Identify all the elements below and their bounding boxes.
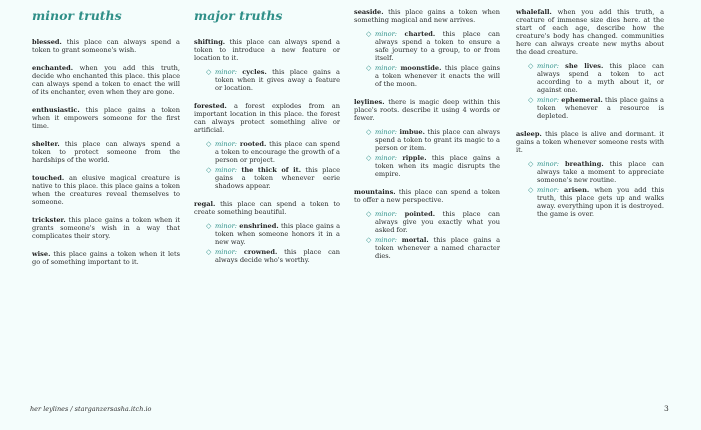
truth-text: this place can always spend a token to introduce a new feature or location to it.	[194, 38, 340, 62]
diamond-bullet-icon: ◇	[206, 140, 212, 148]
minor-truth-text: this place gains a token when its magic disrupts the empire.	[375, 154, 500, 178]
truth-entry	[32, 64, 180, 96]
minor-truth-text: this place gains a token when it gives away a feature or location.	[215, 68, 340, 92]
diamond-bullet-icon: ◇	[206, 68, 212, 76]
minor-truth-term: imbue.	[399, 128, 425, 136]
truth-term: shelter.	[32, 140, 60, 148]
minor-truth-text: this place can always give you exactly what you asked for.	[375, 210, 500, 234]
minor-truth-term: ephemeral.	[561, 96, 603, 104]
truth-term: blessed.	[32, 38, 62, 46]
truth-term: shifting.	[194, 38, 226, 46]
minor-truth-list	[206, 68, 340, 92]
minor-truth-item	[206, 140, 340, 164]
diamond-bullet-icon: ◇	[366, 64, 372, 72]
minor-truth-term: the thick of it.	[241, 166, 302, 174]
column-entries	[194, 38, 340, 264]
truth-entry	[194, 102, 340, 134]
minor-label: minor:	[537, 96, 562, 104]
minor-truth-text: this place can always spend a token to grant its magic to a person or item.	[375, 128, 500, 152]
minor-truth-term: arisen.	[563, 186, 590, 194]
truth-term: enchanted.	[32, 64, 74, 72]
truth-text: this place gains a token when something magical and new arrives.	[354, 8, 500, 24]
truth-entry	[354, 188, 500, 204]
truth-term: regal.	[194, 200, 216, 208]
diamond-bullet-icon: ◇	[206, 248, 212, 256]
minor-label: minor:	[215, 248, 244, 256]
footer-credit: her leylines / starganzersasha.itch.io	[30, 405, 152, 413]
truth-entry	[32, 140, 180, 164]
minor-truth-text: this place can always spend a token to ensure a safe journey to a group, to or from itself.	[375, 30, 500, 62]
minor-label: minor:	[537, 160, 566, 168]
diamond-bullet-icon: ◇	[366, 128, 372, 136]
truth-term: enthusiastic.	[32, 106, 80, 114]
truth-text: this place can always spend a token to protect someone from the hardships of the world.	[32, 140, 180, 164]
diamond-bullet-icon: ◇	[366, 30, 372, 38]
minor-truth-term: breathing.	[565, 160, 604, 168]
minor-truth-item	[366, 236, 500, 260]
truth-entry	[516, 130, 664, 154]
minor-label: minor:	[215, 140, 240, 148]
heading-minor-truths: minor truths	[32, 8, 122, 23]
minor-truth-text: this place gains a token whenever a named character dies.	[375, 236, 500, 260]
minor-label: minor:	[375, 128, 400, 136]
column-entries	[354, 8, 500, 260]
minor-truth-term: she lives.	[565, 62, 604, 70]
minor-truth-item	[366, 128, 500, 152]
truth-term: asleep.	[516, 130, 542, 138]
minor-truth-item	[528, 160, 664, 184]
minor-truth-item	[366, 64, 500, 88]
truth-term: whalefall.	[516, 8, 552, 16]
truth-entry	[516, 8, 664, 56]
minor-label: minor:	[215, 222, 240, 230]
truth-entry	[32, 250, 180, 266]
minor-truth-text: this place can always take a moment to appreciate someone's new routine.	[537, 160, 664, 184]
truth-term: seaside.	[354, 8, 384, 16]
truth-entry	[354, 98, 500, 122]
column-major-truths-3	[516, 8, 664, 228]
truth-entry	[194, 200, 340, 216]
minor-truth-text: this place can always decide who's worthy.	[215, 248, 340, 264]
truth-text: this place gains a token when it lets go of something important to it.	[32, 250, 180, 266]
minor-truth-text: this place gains a token whenever eerie shadows appear.	[215, 166, 340, 190]
diamond-bullet-icon: ◇	[206, 222, 212, 230]
minor-truth-text: this place can spend a token to encourage the growth of a person or project.	[215, 140, 340, 164]
minor-label: minor:	[375, 154, 403, 162]
minor-truth-text: this place gains a token whenever a resource is depleted.	[537, 96, 664, 120]
column-major-truths-1	[194, 8, 340, 274]
minor-truth-text: this place gains a token when someone honors it in a new way.	[215, 222, 340, 246]
minor-truth-list	[366, 210, 500, 260]
column-major-truths-2	[354, 8, 500, 270]
minor-label: minor:	[215, 166, 242, 174]
minor-truth-list	[528, 160, 664, 218]
minor-truth-term: ripple.	[402, 154, 427, 162]
truth-term: mountains.	[354, 188, 396, 196]
minor-truth-item	[366, 154, 500, 178]
minor-label: minor:	[375, 64, 401, 72]
minor-truth-list	[528, 62, 664, 120]
diamond-bullet-icon: ◇	[528, 96, 534, 104]
minor-label: minor:	[215, 68, 243, 76]
truth-text: when you add this truth, decide who enchanted this place. this place can always spend a token to enact the will of its enchanter, even when they are gone.	[32, 64, 180, 96]
truth-term: touched.	[32, 174, 65, 182]
heading-major-truths: major truths	[194, 8, 283, 23]
minor-truth-item	[366, 210, 500, 234]
diamond-bullet-icon: ◇	[366, 210, 372, 218]
minor-truth-term: crowned.	[243, 248, 278, 256]
truth-entry	[32, 174, 180, 206]
minor-truth-term: pointed.	[404, 210, 436, 218]
minor-label: minor:	[537, 186, 564, 194]
truth-entry	[194, 38, 340, 62]
truth-term: leylines.	[354, 98, 385, 106]
minor-label: minor:	[375, 30, 405, 38]
minor-truth-text: when you add this truth, this place gets up and walks away. everything upon it is destroyed. the game is over.	[537, 186, 664, 218]
minor-truth-item	[528, 62, 664, 94]
truth-text: this place is alive and dormant. it gains a token whenever someone rests with it.	[516, 130, 664, 154]
minor-truth-term: enshrined.	[239, 222, 279, 230]
minor-truth-list	[206, 140, 340, 190]
truth-text: this place gains a token when it grants someone's wish in a way that complicates their story.	[32, 216, 180, 240]
minor-truth-item	[528, 186, 664, 218]
diamond-bullet-icon: ◇	[366, 154, 372, 162]
minor-truth-term: charted.	[404, 30, 436, 38]
minor-truth-term: mortal.	[401, 236, 429, 244]
column-entries	[32, 38, 180, 266]
minor-label: minor:	[375, 210, 405, 218]
minor-label: minor:	[537, 62, 566, 70]
minor-truth-list	[366, 128, 500, 178]
minor-truth-item	[206, 166, 340, 190]
minor-truth-item	[206, 248, 340, 264]
minor-truth-term: moonstide.	[400, 64, 442, 72]
diamond-bullet-icon: ◇	[528, 186, 534, 194]
truth-text: this place can spend a token to offer a new perspective.	[354, 188, 500, 204]
minor-label: minor:	[375, 236, 402, 244]
minor-truth-term: cycles.	[242, 68, 267, 76]
truth-text: this place can spend a token to create something beautiful.	[194, 200, 340, 216]
truth-entry	[354, 8, 500, 24]
page-number: 3	[664, 404, 669, 413]
truth-text: when you add this truth, a creature of immense size dies here. at the start of each age, describe how the creature's body has changed. communities here can always create new myths about the dead creature.	[516, 8, 664, 56]
column-minor-truths	[32, 8, 180, 276]
truth-text: this place gains a token when it empowers someone for the first time.	[32, 106, 180, 130]
diamond-bullet-icon: ◇	[528, 160, 534, 168]
truth-entry	[32, 106, 180, 130]
minor-truth-item	[528, 96, 664, 120]
truth-term: wise.	[32, 250, 51, 258]
truth-text: a forest explodes from an important location in this place. the forest can always protect something alive or artificial.	[194, 102, 340, 134]
diamond-bullet-icon: ◇	[206, 166, 212, 174]
truth-text: there is magic deep within this place's roots. describe it using 4 words or fewer.	[354, 98, 500, 122]
minor-truth-list	[206, 222, 340, 264]
truth-term: trickster.	[32, 216, 66, 224]
diamond-bullet-icon: ◇	[366, 236, 372, 244]
minor-truth-text: this place can always spend a token to act according to a myth about it, or against one.	[537, 62, 664, 94]
truth-entry	[32, 38, 180, 54]
column-entries	[516, 8, 664, 218]
minor-truth-item	[366, 30, 500, 62]
truth-entry	[32, 216, 180, 240]
truth-text: an elusive magical creature is native to this place. this place gains a token when the creatures reveal themselves to someone.	[32, 174, 180, 206]
diamond-bullet-icon: ◇	[528, 62, 534, 70]
minor-truth-term: rooted.	[239, 140, 267, 148]
minor-truth-list	[366, 30, 500, 88]
minor-truth-text: this place gains a token whenever it enacts the will of the moon.	[375, 64, 500, 88]
minor-truth-item	[206, 68, 340, 92]
truth-term: forested.	[194, 102, 227, 110]
truth-text: this place can always spend a token to grant someone's wish.	[32, 38, 180, 54]
minor-truth-item	[206, 222, 340, 246]
